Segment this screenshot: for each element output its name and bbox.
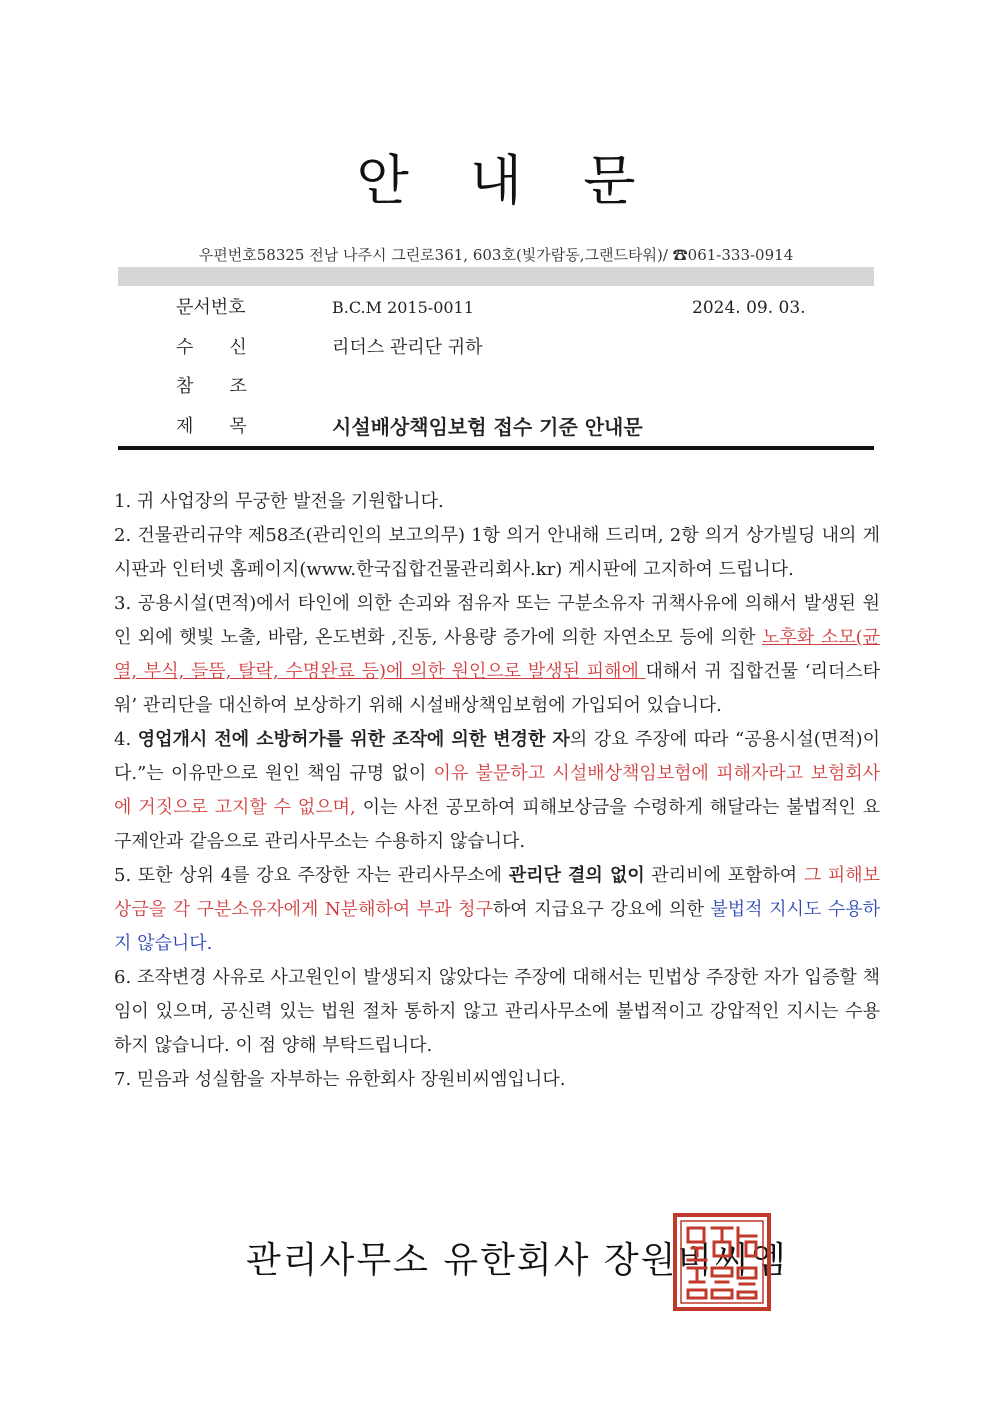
subject-label: 제목 <box>176 416 283 437</box>
reference-label: 참조 <box>176 376 283 397</box>
paragraph-4-bold: 영업개시 전에 소방허가를 위한 조작에 의한 변경한 자 <box>137 729 570 750</box>
paragraph-5 <box>114 859 880 961</box>
document-body <box>114 485 880 1097</box>
header-bottom-rule <box>118 446 874 450</box>
paragraph-3-highlight: 노후화 소모(균열, 부식, 들뜸, 탈락, 수명완료 등)에 의한 원인으로 발생된 피해에 <box>114 627 881 682</box>
paragraph-4-mid: 의 강요 주장에 따라 “공용시설(면적)이다.”는 이유만으로 원인 책임 규명 없이 <box>114 729 881 784</box>
signature-line: 관리사무소 유한회사 장원비씨엠 <box>246 1240 788 1281</box>
paragraph-5-blue: 불법적 지시도 수용하지 않습니다. <box>114 899 881 954</box>
paragraph-4-rest: 이는 사전 공모하여 피해보상금을 수령하게 해달라는 불법적인 요구제안과 같음으로 관리사무소는 수용하지 않습니다. <box>114 797 881 852</box>
paragraph-5-mid2: 하여 지급요구 강요에 의한 <box>492 899 711 920</box>
paragraph-4 <box>114 723 880 859</box>
paragraph-5-highlight: 그 피해보상금을 각 구분소유자에게 N분해하여 부과 청구 <box>114 865 880 920</box>
recipient-value: 리더스 관리단 귀하 <box>332 337 483 358</box>
paragraph-5-mid: 관리비에 포함하여 <box>644 865 804 886</box>
paragraph-4-highlight: 이유 불문하고 시설배상책임보험에 피해자라고 보험회사에 거짓으로 고지할 수 없으며, <box>114 763 880 818</box>
recipient-label: 수신 <box>176 337 283 358</box>
header-divider-bar <box>118 267 874 286</box>
paragraph-3-rest: 대해서 귀 집합건물 ‘리더스타워’ 관리단을 대신하여 보상하기 위해 시설배상책임보험에 가입되어 있습니다. <box>114 661 881 716</box>
paragraph-1: 1. 귀 사업장의 무궁한 발전을 기원합니다. <box>114 491 444 512</box>
seal-glyphs <box>688 1228 756 1298</box>
paragraph-2: 2. 건물관리규약 제58조(관리인의 보고의무) 1항 의거 안내해 드리며, 2항 의거 상가빌딩 내의 게시판과 인터넷 홈페이지(www.한국집합건물관리회사.kr) 게시판에 고지하여 드립니다. <box>114 525 880 580</box>
paragraph-6: 6. 조작변경 사유로 사고원인이 발생되지 않았다는 주장에 대해서는 민법상 주장한 자가 입증할 책임이 있으며, 공신력 있는 법원 절차 통하지 않고 관리사무소에 불법적이고 강압적인 지시는 수용하지 않습니다. 이 점 양해 부탁드립니다. <box>114 967 880 1056</box>
paragraph-3-intro: 3. 공용시설(면적)에서 타인에 의한 손괴와 점유자 또는 구분소유자 귀책사유에 의해서 발생된 원인 외에 햇빛 노출, 바람, 온도변화 ,진동, 사용량 증가에 의한 자연소모 등에 의한 <box>114 593 880 648</box>
doc-number-label: 문서번호 <box>176 297 246 318</box>
doc-number-value: B.C.M 2015-0011 <box>332 298 474 317</box>
paragraph-3 <box>114 587 880 723</box>
sender-address: 우편번호58325 전남 나주시 그린로361, 603호(빛가람동,그랜드타워)/ ☎061-333-0914 <box>198 246 794 264</box>
company-seal-stamp <box>672 1212 772 1312</box>
paragraph-7: 7. 믿음과 성실함을 자부하는 유한회사 장원비씨엠입니다. <box>114 1069 566 1090</box>
paragraph-5-bold: 관리단 결의 없이 <box>508 865 645 886</box>
document-title: 안 내 문 <box>356 149 658 212</box>
doc-date: 2024. 09. 03. <box>692 298 806 318</box>
paragraph-4-number: 4. <box>114 729 138 750</box>
subject-value: 시설배상책임보험 접수 기준 안내문 <box>332 415 643 439</box>
paragraph-5-intro: 5. 또한 상위 4를 강요 주장한 자는 관리사무소에 <box>114 865 509 886</box>
